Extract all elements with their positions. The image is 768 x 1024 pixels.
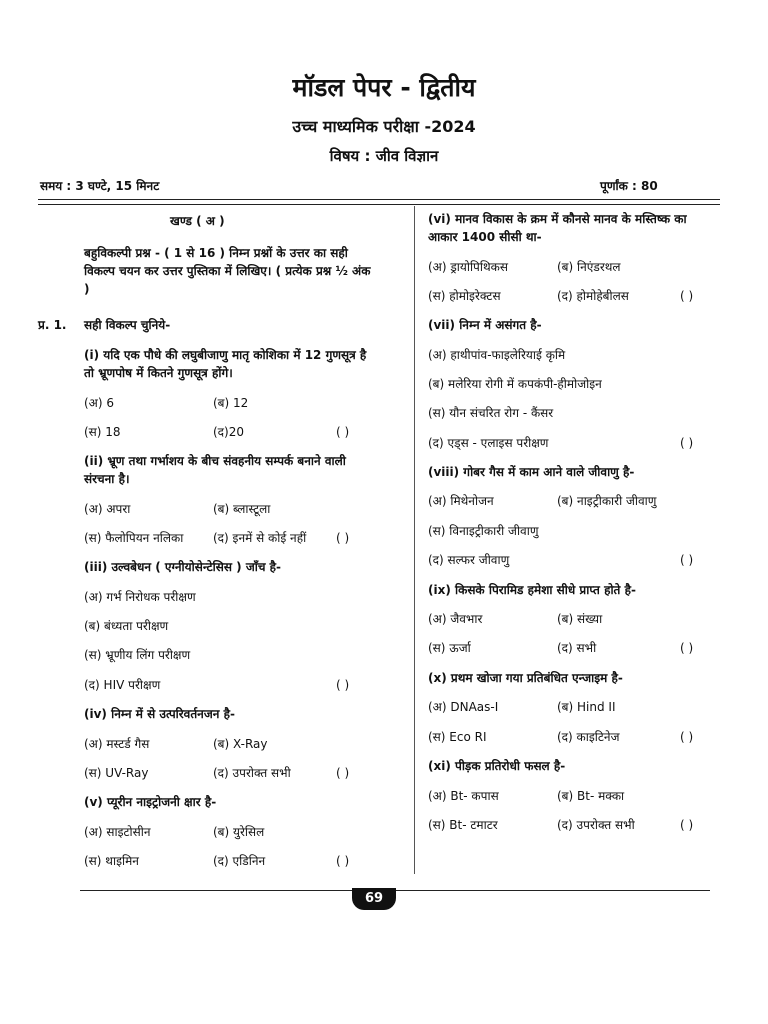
- option: (स) भ्रूणीय लिंग परीक्षण: [84, 648, 191, 662]
- option: (स) UV-Ray: [84, 766, 149, 780]
- option: (द) उपरोक्त सभी: [557, 818, 635, 832]
- option: (ब) X-Ray: [213, 737, 268, 751]
- option: (ब) संख्या: [557, 612, 603, 626]
- question-ix: (ix) किसके पिरामिड हमेशा सीधे प्राप्त होते है-: [428, 583, 636, 597]
- option: (ब) नाइट्रीकारी जीवाणु: [557, 494, 657, 508]
- option: (द) HIV परीक्षण: [84, 678, 161, 692]
- header-rule: [38, 199, 720, 200]
- header-rule-double: [38, 204, 720, 205]
- paper-title: मॉडल पेपर - द्वितीय: [292, 73, 476, 102]
- question-title: सही विकल्प चुनिये-: [84, 318, 171, 332]
- time-label: समय : 3 घण्टे, 15 मिनट: [40, 179, 160, 193]
- question-i: (i) यदि एक पौधे की लघुबीजाणु मातृ कोशिका में 12 गुणसूत्र है तो भ्रूणपोष में कितने गुणसूत्र होंगे।: [84, 348, 367, 380]
- question-iii: (iii) उल्वबेधन ( एग्नीयोसेन्टेसिस ) जाँच है-: [84, 560, 281, 574]
- option: (स) फैलोपियन नलिका: [84, 531, 184, 545]
- option: (अ) DNAas-I: [428, 700, 499, 714]
- option: (अ) मस्टर्ड गैस: [84, 737, 150, 751]
- option: (अ) मिथेनोजन: [428, 494, 494, 508]
- option: (द) सभी: [557, 641, 597, 655]
- answer-bracket: ( ): [680, 553, 694, 567]
- option: (अ) गर्भ निरोधक परीक्षण: [84, 590, 196, 604]
- option: (अ) हाथीपांव-फाइलेरियाई कृमि: [428, 348, 566, 362]
- option: (स) थाइमिन: [84, 854, 139, 868]
- option: (द) इनमें से कोई नहीं: [213, 531, 307, 545]
- column-divider: [414, 206, 415, 874]
- option: (ब) 12: [213, 396, 249, 410]
- question-x: (x) प्रथम खोजा गया प्रतिबंधित एन्जाइम है-: [428, 671, 623, 685]
- question-vi: (vi) मानव विकास के क्रम में कौनसे मानव के मस्तिष्क का आकार 1400 सीसी था-: [428, 212, 687, 244]
- option: (द) एड्स - एलाइस परीक्षण: [428, 436, 549, 450]
- answer-bracket: ( ): [336, 425, 350, 439]
- question-ii: (ii) भ्रूण तथा गर्भाशय के बीच संवहनीय सम्पर्क बनाने वाली संरचना है।: [84, 454, 346, 486]
- answer-bracket: ( ): [336, 678, 350, 692]
- option: (स) 18: [84, 425, 121, 439]
- option: (द) होमोहेबीलस: [557, 289, 629, 303]
- option: (अ) Bt- कपास: [428, 789, 499, 803]
- question-vii: (vii) निम्न में असंगत है-: [428, 318, 542, 332]
- option: (स) होमोइरेक्टस: [428, 289, 501, 303]
- option: (ब) Hind II: [557, 700, 616, 714]
- answer-bracket: ( ): [336, 766, 350, 780]
- answer-bracket: ( ): [680, 818, 694, 832]
- answer-bracket: ( ): [336, 854, 350, 868]
- option: (द)20: [213, 425, 245, 439]
- total-marks: पूर्णांक : 80: [600, 179, 658, 193]
- exam-name: उच्च माध्यमिक परीक्षा -2024: [292, 117, 476, 136]
- option: (अ) 6: [84, 396, 114, 410]
- answer-bracket: ( ): [336, 531, 350, 545]
- subject-line: विषय : जीव विज्ञान: [329, 147, 439, 165]
- option: (द) काइटिनेज: [557, 730, 620, 744]
- option: (अ) ड्रायोपिथिकस: [428, 260, 508, 274]
- answer-bracket: ( ): [680, 289, 694, 303]
- answer-bracket: ( ): [680, 436, 694, 450]
- question-label: प्र. 1.: [38, 318, 67, 332]
- option: (स) यौन संचरित रोग - कैंसर: [428, 406, 554, 420]
- option: (स) ऊर्जा: [428, 641, 471, 655]
- option: (स) Eco RI: [428, 730, 487, 744]
- option: (स) विनाइट्रीकारी जीवाणु: [428, 524, 539, 538]
- option: (स) Bt- टमाटर: [428, 818, 498, 832]
- question-v: (v) प्यूरीन नाइट्रोजनी क्षार है-: [84, 795, 217, 809]
- question-viii: (viii) गोबर गैस में काम आने वाले जीवाणु है-: [428, 465, 635, 479]
- option: (ब) ब्लास्टूला: [213, 502, 271, 516]
- page-number: 69: [352, 888, 396, 910]
- answer-bracket: ( ): [680, 641, 694, 655]
- option: (ब) मलेरिया रोगी में कपकंपी-हीमोजोइन: [428, 377, 602, 391]
- answer-bracket: ( ): [680, 730, 694, 744]
- option: (ब) बंध्यता परीक्षण: [84, 619, 169, 633]
- option: (अ) जैवभार: [428, 612, 483, 626]
- option: (ब) निएंडरथल: [557, 260, 621, 274]
- option: (द) एडिनिन: [213, 854, 266, 868]
- option: (अ) साइटोसीन: [84, 825, 151, 839]
- option: (अ) अपरा: [84, 502, 131, 516]
- instructions: बहुविकल्पी प्रश्न - ( 1 से 16 ) निम्न प्रश्नों के उत्तर का सही विकल्प चयन कर उत्तर पुस्तिका में लिखिए। ( प्रत्येक प्रश्न ½ अंक ): [84, 246, 371, 296]
- option: (ब) Bt- मक्का: [557, 789, 625, 803]
- option: (द) सल्फर जीवाणु: [428, 553, 510, 567]
- question-iv: (iv) निम्न में से उत्परिवर्तनजन है-: [84, 707, 235, 721]
- option: (ब) युरेसिल: [213, 825, 265, 839]
- section-heading: खण्ड ( अ ): [170, 214, 225, 228]
- option: (द) उपरोक्त सभी: [213, 766, 291, 780]
- question-xi: (xi) पीड़क प्रतिरोधी फसल है-: [428, 759, 566, 773]
